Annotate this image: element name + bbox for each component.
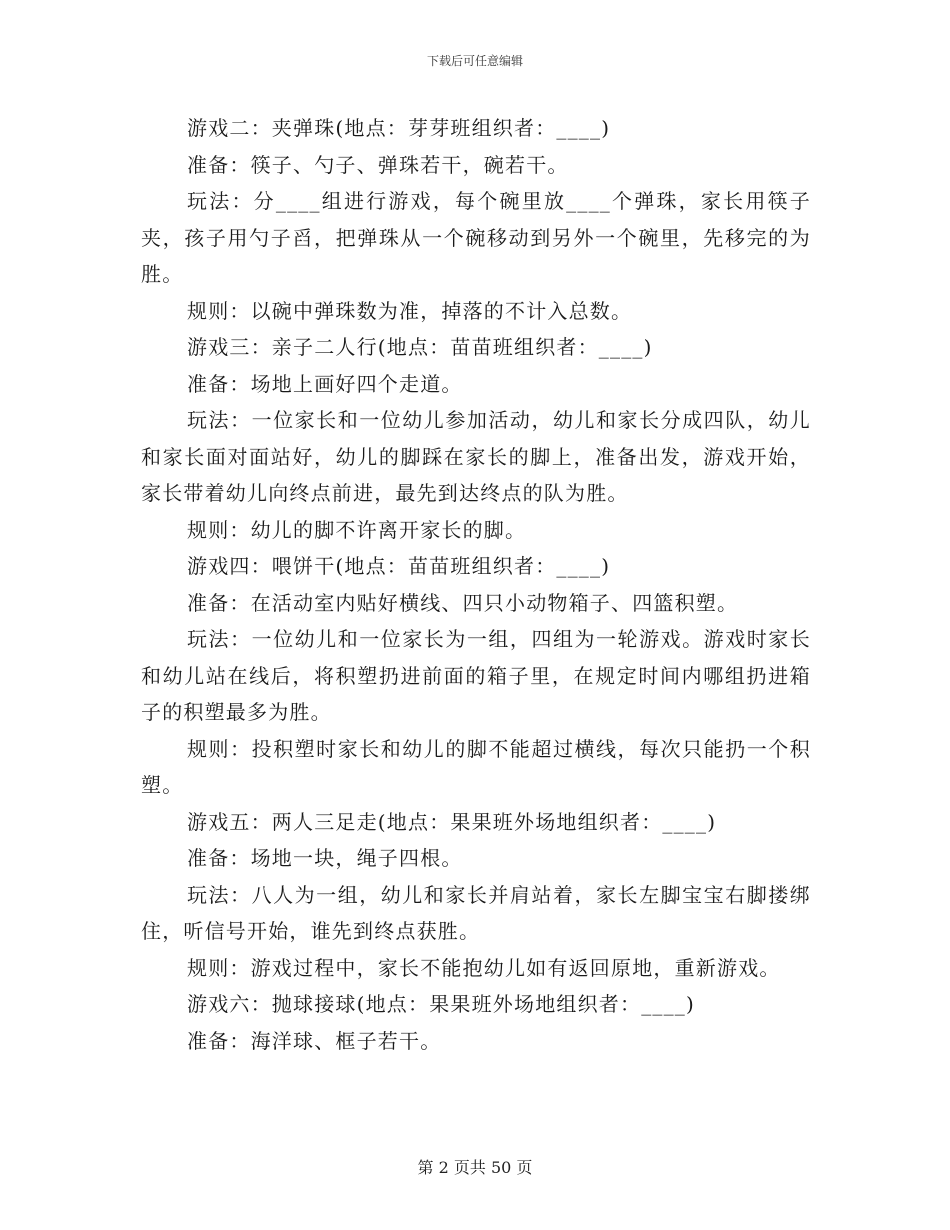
page-header: 下载后可任意编辑 xyxy=(426,54,523,68)
game-3-rules: 规则：幼儿的脚不许离开家长的脚。 xyxy=(187,517,527,542)
document-body xyxy=(141,110,811,1059)
game-3-preparation: 准备：场地上画好四个走道。 xyxy=(187,371,463,396)
game-4-preparation: 准备：在活动室内贴好横线、四只小动物箱子、四篮积塑。 xyxy=(187,590,739,615)
game-5-rules: 规则：游戏过程中，家长不能抱幼儿如有返回原地，重新游戏。 xyxy=(187,955,781,980)
game-5-title: 游戏五：两人三足走(地点：果果班外场地组织者：____) xyxy=(187,809,717,834)
game-6-preparation: 准备：海洋球、框子若干。 xyxy=(187,1028,442,1053)
game-3-title: 游戏三：亲子二人行(地点：苗苗班组织者：____) xyxy=(187,335,653,359)
game-5-preparation: 准备：场地一块，绳子四根。 xyxy=(187,846,463,870)
game-2-rules: 规则：以碗中弹珠数为准，掉落的不计入总数。 xyxy=(187,298,633,323)
game-2-title: 游戏二：夹弹珠(地点：芽芽班组织者：____) xyxy=(187,116,611,140)
game-2-preparation: 准备：筷子、勺子、弹珠若干，碗若干。 xyxy=(187,152,569,177)
game-4-title: 游戏四：喂饼干(地点：苗苗班组织者：____) xyxy=(187,554,611,578)
game-3-method: 玩法：一位家长和一位幼儿参加活动，幼儿和家长分成四队，幼儿和家长面对面站好，幼儿的脚踩在家长的脚上，准备出发，游戏开始，家长带着幼儿向终点前进，最先到达终点的队为胜。 xyxy=(141,408,811,505)
game-4-method: 玩法：一位幼儿和一位家长为一组，四组为一轮游戏。游戏时家长和幼儿站在线后，将积塑扔进前面的箱子里，在规定时间内哪组扔进箱子的积塑最多为胜。 xyxy=(141,627,811,724)
game-5-method: 玩法：八人为一组，幼儿和家长并肩站着，家长左脚宝宝右脚搂绑住，听信号开始，谁先到终点获胜。 xyxy=(141,882,811,943)
page-footer: 第 2 页共 50 页 xyxy=(417,1158,533,1177)
game-4-rules: 规则：投积塑时家长和幼儿的脚不能超过横线，每次只能扔一个积塑。 xyxy=(141,736,811,797)
game-6-title: 游戏六：抛球接球(地点：果果班外场地组织者：____) xyxy=(187,992,696,1016)
game-2-method: 玩法：分____组进行游戏，每个碗里放____个弹珠，家长用筷子夹，孩子用勺子舀，把弹珠从一个碗移动到另外一个碗里，先移完的为胜。 xyxy=(141,189,811,286)
